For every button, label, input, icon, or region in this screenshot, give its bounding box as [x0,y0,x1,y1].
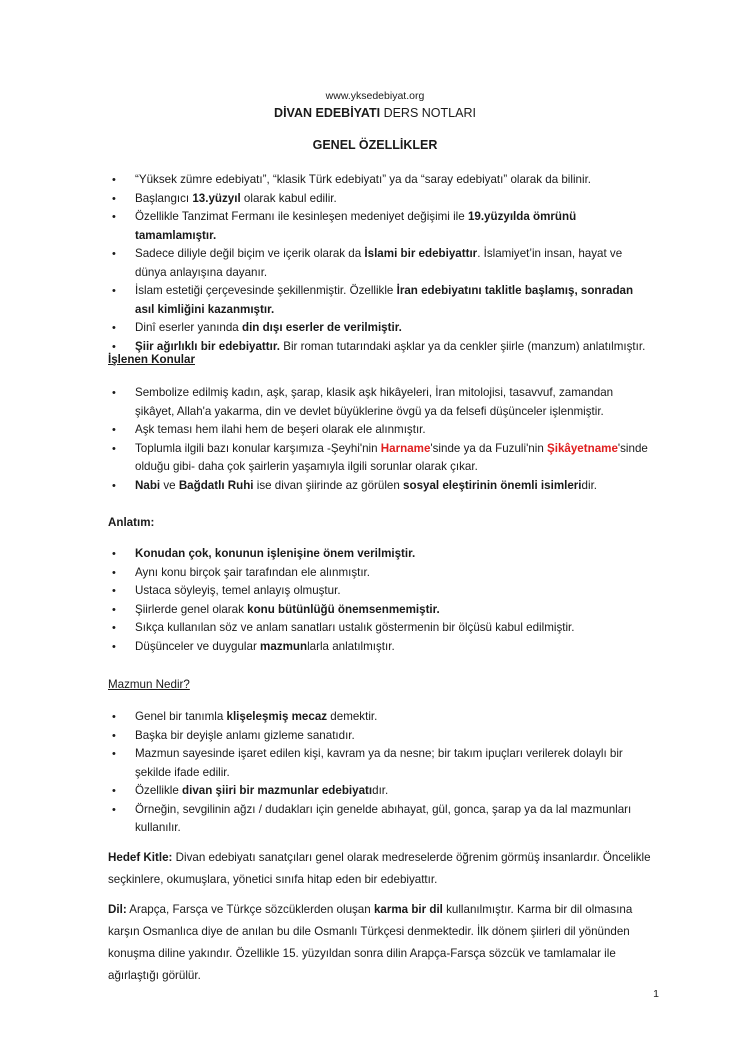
text-run: dir. [581,478,598,492]
list-item [108,319,653,338]
hedef-kitle-paragraph [108,847,658,891]
list-item [108,708,653,727]
text-run: Başlangıcı [135,191,193,205]
list-item [108,384,653,421]
text-run: Aşk teması hem ilahi hem de beşeri olarak ele alınmıştır. [135,423,426,436]
text-run: Mazmun sayesinde işaret edilen kişi, kavram ya da nesne; bir takım ipuçları verilerek dolaylı bir şekilde ifade edilir. [135,747,623,779]
list-item [108,564,653,583]
text-run: “Yüksek zümre edebiyatı”, “klasik Türk edebiyatı” ya da “saray edebiyatı” olarak da bilinir. [135,173,592,186]
bold-text: Bağdatlı Ruhi [178,478,254,492]
text-run: Genel bir tanımla [135,710,227,723]
bold-text: 19.yüzyılda ömrünü tamamlamıştır. [135,210,577,242]
dil-paragraph [108,899,658,987]
list-item [108,638,653,657]
text-run: Toplumla ilgili bazı konular karşımıza -Şeyhi'nin [135,441,381,455]
list-item [108,782,653,801]
text-run: ise divan şiirinde az görülen [253,478,404,492]
bold-text: Konudan çok, konunun işlenişine önem verilmiştir. [135,547,416,560]
list-item [108,171,653,190]
text-run: dır. [372,784,389,797]
title-rest: DERS NOTLARI [380,106,476,120]
text-run: Bir roman tutarındaki aşklar ya da cenkler şiirle (manzum) anlatılmıştır. [279,339,646,353]
text-run: Sıkça kullanılan söz ve anlam sanatları ustalık göstermenin bir ölçüsü kabul edilmiştir. [135,621,575,634]
text-run: Aynı konu birçok şair tarafından ele alınmıştır. [135,565,370,579]
genel-list [108,171,653,356]
list-item [108,421,653,440]
text-run: Arapça, Farsça ve Türkçe sözcüklerden oluşan [126,903,374,916]
text-run: Örneğin, sevgilinin ağzı / dudakları için genelde abıhayat, gül, gonca, şarap ya da lal mazmunları kullanılır. [135,802,632,834]
text-run: olarak kabul edilir. [240,191,337,205]
text-run: Düşünceler ve duygular [135,639,261,653]
bold-text: din dışı eserler de verilmiştir. [241,321,402,334]
highlight-text: Şikâyetname [547,441,618,455]
list-item [108,190,653,209]
section-title: GENEL ÖZELLİKLER [312,138,438,152]
text-run: . İslamiyet’in insan, hayat ve dünya anlayışına dayanır. [135,247,623,279]
text-run: Ustaca söyleyiş, temel anlayış olmuştur. [135,584,341,597]
bold-text: divan şiiri bir mazmunlar edebiyatı [182,784,373,797]
list-item [108,208,653,245]
text-run: İslam estetiği çerçevesinde şekillenmiştir. Özellikle [135,284,397,297]
bold-text: mazmun [260,639,308,653]
text-run: Özellikle [135,784,183,797]
text-run: 'sinde olduğu gibi- daha çok şairlerin yaşamıyla ilgili sorunlar olarak çıkar. [135,441,648,473]
text-run: Özellikle Tanzimat Fermanı ile kesinleşen medeniyet değişimi ile [135,210,468,223]
text-run: kullanılmıştır. Karma bir dil olmasına karşın Osmanlıca diye de anılan bu dile Osmanlı Türkçesi denmektedir. İlk dönem şiirleri dil yönünden konuşma diline yakındır. Özellikle 15. yüzyıldan sonra dilin Arapça-Farsça sözcük ve tamlamalar ile ağırlaştığı görülür. [108,903,633,982]
bold-text: konu bütünlüğü önemsenmemiştir. [247,602,440,616]
text-run: Şiirlerde genel olarak [135,602,248,616]
highlight-text: Harname [380,441,431,455]
text-run: ve [160,478,179,492]
list-item [108,477,653,496]
bold-text: İslami bir edebiyattır [364,247,478,260]
text-run: 'sinde ya da Fuzuli'nin [430,441,547,455]
bold-text: sosyal eleştirinin önemli isimleri [403,478,582,492]
bold-text: İran edebiyatını taklitle başlamış, sonradan asıl kimliğini kazanmıştır. [135,284,634,316]
text-run: Dinî eserler yanında [135,321,242,334]
list-item [108,727,653,746]
text-run: Başka bir deyişle anlamı gizleme sanatıdır. [135,728,355,742]
bold-text: karma bir dil [373,903,443,916]
list-item [108,745,653,782]
text-run: demektir. [327,710,378,723]
bold-text: klişeleşmiş mecaz [226,710,328,723]
site-url: www.yksedebiyat.org [325,90,425,102]
text-run: Sadece diliyle değil biçim ve içerik olarak da [135,247,365,260]
page-number: 1 [653,988,659,1000]
list-item [108,440,653,477]
anlatim-heading: Anlatım: [108,516,155,529]
mazmun-heading: Mazmun Nedir? [108,678,190,691]
bold-text: Dil: [108,903,127,916]
islenen-list [108,384,653,495]
title-bold: DİVAN EDEBİYATI [274,106,381,120]
text-run: Sembolize edilmiş kadın, aşk, şarap, klasik aşk hikâyeleri, İran mitolojisi, tasavvuf, zamandan şikâyet, Allah'a yakarma, din ve devlet büyüklerine övgü ya da felsefi düşünceler işlenmiştir. [135,386,614,418]
text-run: Divan edebiyatı sanatçıları genel olarak medreselerde öğrenim görmüş insanlardır. Öncelikle seçkinlere, okumuşlara, yönetici sınıfa hitap eden bir edebiyattır. [108,851,651,886]
list-item [108,601,653,620]
anlatim-list [108,545,653,656]
bold-text: Şiir ağırlıklı bir edebiyattır. [135,339,280,353]
list-item [108,545,653,564]
document-title [0,106,750,120]
bold-text: Nabi [135,478,161,492]
bold-text: Hedef Kitle: [108,851,173,864]
list-item [108,282,653,319]
bold-text: 13.yüzyıl [192,191,241,205]
list-item [108,619,653,638]
list-item [108,582,653,601]
mazmun-list [108,708,653,838]
list-item [108,245,653,282]
islenen-heading: İşlenen Konular [108,353,195,366]
list-item [108,801,653,838]
text-run: larla anlatılmıştır. [307,639,395,653]
